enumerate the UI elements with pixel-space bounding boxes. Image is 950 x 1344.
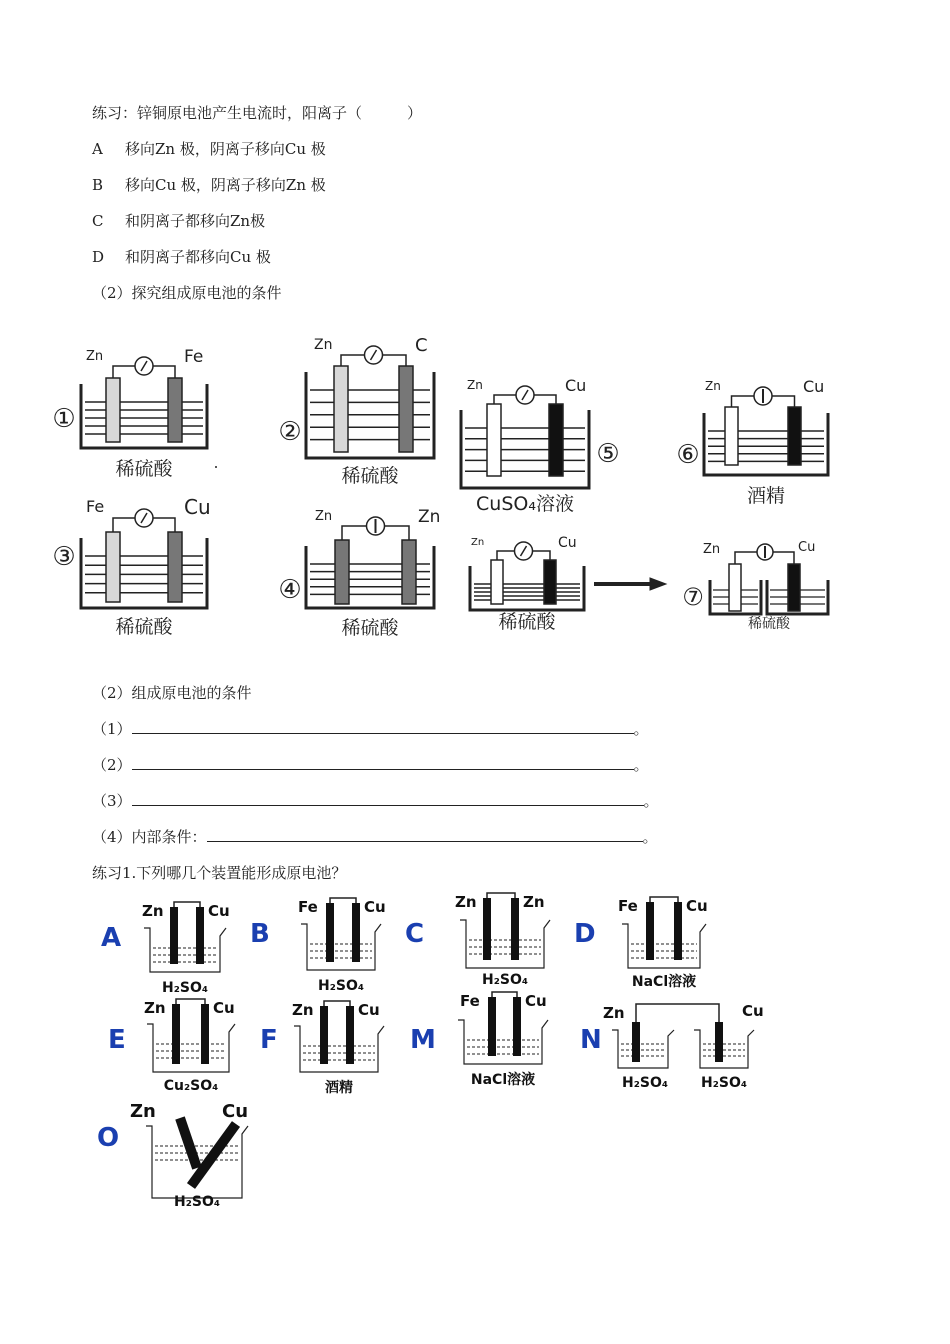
right-electrode (549, 404, 563, 476)
right-electrode (352, 903, 360, 962)
left-electrode-label: Zn (471, 537, 485, 548)
device-letter: N (580, 1025, 602, 1055)
left-electrode (725, 407, 738, 465)
wire (772, 396, 795, 407)
explore-heading: （2）探究组成原电池的条件 (92, 284, 282, 302)
cell-5 (461, 376, 620, 515)
wire (176, 999, 205, 1004)
wire (324, 1001, 350, 1006)
right-electrode-label: Cu (558, 535, 577, 551)
condition-end: 。 (643, 792, 659, 810)
galvanometer-icon (515, 542, 533, 560)
galvanometer-icon (367, 517, 385, 535)
cell-number: ⑦ (682, 583, 704, 611)
device-o (97, 1101, 248, 1210)
cell-3 (52, 495, 210, 638)
arrow-head-icon (650, 578, 666, 590)
left-electrode-label: Zn (703, 542, 721, 557)
cell-4 (278, 507, 440, 639)
device-letter: M (410, 1025, 436, 1055)
beaker (461, 410, 589, 488)
beaker (460, 920, 550, 968)
device-letter: A (101, 923, 122, 953)
option-a (92, 138, 326, 159)
left-electrode (326, 903, 334, 962)
left-electrode (335, 540, 349, 604)
left-electrode-label: Fe (298, 898, 318, 916)
left-electrode-label: Fe (460, 992, 480, 1010)
right-electrode (513, 997, 521, 1056)
device-letter: F (260, 1025, 278, 1055)
device-n (580, 1002, 764, 1091)
cell-number: ① (52, 404, 76, 434)
solution-label: H₂SO₄ (162, 980, 208, 996)
galvanometer-icon (365, 346, 383, 364)
conditions-heading: （2）组成原电池的条件 (92, 684, 252, 702)
left-electrode-label: Zn (292, 1001, 314, 1019)
right-electrode (715, 1022, 723, 1062)
wire (534, 395, 556, 404)
right-electrode (168, 532, 182, 602)
galvanometer-icon (135, 509, 153, 527)
condition-1 (92, 718, 649, 739)
right-electrode (402, 540, 416, 604)
beaker (306, 546, 434, 608)
wire (636, 1004, 719, 1022)
beaker (81, 384, 207, 448)
left-electrode-label-large: Zn (130, 1101, 156, 1122)
needle (371, 350, 377, 360)
right-electrode-label: Cu (686, 897, 708, 915)
beaker (694, 1030, 754, 1068)
solution-label: H₂SO₄ (174, 1194, 220, 1210)
cell-1 (52, 347, 207, 480)
cell-number: ⑥ (676, 440, 700, 470)
exercise1-question: 练习1.下列哪几个装置能形成原电池？ (92, 864, 347, 882)
right-electrode-label: Fe (184, 347, 204, 367)
beaker (458, 1020, 548, 1064)
left-electrode (106, 378, 120, 442)
option-c (92, 210, 265, 231)
right-electrode-label-large: Cu (222, 1101, 249, 1122)
left-electrode (172, 1004, 180, 1064)
galvanometer-icon (516, 386, 534, 404)
left-electrode-label: Fe (86, 497, 105, 516)
solution-label: H₂SO₄ (318, 978, 364, 994)
device-m (410, 992, 548, 1088)
right-electrode (168, 378, 182, 442)
option-letter: B (92, 176, 104, 194)
option-letter: D (92, 248, 105, 266)
right-electrode-label: Cu (364, 898, 386, 916)
wire (113, 518, 135, 532)
cell-number: ④ (278, 575, 302, 605)
right-electrode-label: Cu (184, 495, 211, 519)
solution-label: 稀硫酸 (498, 611, 556, 633)
beaker (704, 413, 828, 475)
right-electrode-label: Cu (742, 1002, 764, 1020)
option-text: 和阴离子都移向Cu 极 (125, 248, 271, 266)
condition-label: （1） (92, 720, 132, 738)
device-b (250, 898, 386, 994)
right-electrode (788, 564, 800, 611)
device-letter: B (250, 919, 270, 949)
wire (174, 902, 200, 907)
left-electrode (106, 532, 120, 602)
answer-blank[interactable] (132, 755, 634, 770)
condition-end: 。 (633, 756, 649, 774)
right-electrode (544, 560, 556, 604)
device-letter: D (574, 919, 596, 949)
solution-label: 酒精 (746, 485, 786, 507)
galvanometer-icon (757, 544, 773, 560)
option-letter: C (92, 212, 104, 230)
right-electrode-label: Cu (803, 377, 825, 396)
right-electrode-label: Cu (798, 540, 816, 555)
needle (141, 513, 147, 523)
beaker (146, 1126, 248, 1198)
beaker (612, 1030, 674, 1068)
beaker (144, 928, 226, 972)
condition-2 (92, 754, 649, 775)
device-letter: C (405, 919, 425, 949)
galvanometer-icon (754, 387, 772, 405)
needle (141, 361, 147, 371)
cell-6 (676, 377, 828, 507)
wire (153, 518, 175, 532)
left-electrode-label: Zn (144, 999, 166, 1017)
option-letter: A (92, 140, 103, 158)
solution-label: NaCl溶液 (631, 974, 697, 990)
device-d (574, 897, 708, 990)
wire (383, 355, 407, 366)
left-electrode-label: Zn (314, 337, 333, 353)
left-electrode (170, 907, 178, 964)
wire (153, 366, 175, 378)
left-electrode-label: Zn (467, 378, 483, 392)
left-electrode (488, 997, 496, 1056)
solution-label: Cu₂SO₄ (163, 1078, 219, 1094)
left-electrode-label: Fe (618, 897, 638, 915)
beaker (294, 1026, 384, 1072)
wire (330, 898, 356, 903)
cell-7 (470, 535, 584, 633)
condition-end: 。 (633, 720, 649, 738)
right-electrode (511, 898, 519, 960)
wire (533, 551, 551, 560)
left-electrode (729, 564, 741, 611)
answer-blank[interactable] (132, 719, 634, 734)
wire (385, 526, 410, 540)
right-electrode-label: C (415, 335, 428, 356)
left-electrode (320, 1006, 328, 1064)
beaker (710, 580, 761, 614)
cell-number: ③ (52, 542, 76, 572)
option-text: 和阴离子都移向Zn极 (125, 212, 266, 230)
condition-end: 。 (642, 828, 658, 846)
cell-8 (682, 540, 828, 632)
wire (492, 992, 517, 997)
beaker (301, 924, 381, 970)
needle (522, 390, 528, 400)
left-electrode-tilted (180, 1118, 197, 1168)
solution-label: 稀硫酸 (341, 465, 399, 487)
answer-blank[interactable] (207, 827, 643, 842)
right-electrode-label: Cu (213, 999, 235, 1017)
option-text: 移向Zn 极，阴离子移向Cu 极 (125, 140, 326, 158)
option-b (92, 174, 326, 195)
left-electrode-label: Zn (455, 893, 477, 911)
right-electrode-label: Cu (565, 376, 587, 395)
cell-2 (278, 335, 434, 487)
right-electrode (674, 902, 682, 960)
condition-3 (92, 790, 659, 811)
practice-question: 练习：锌铜原电池产生电流时，阳离子（ ） (92, 104, 423, 122)
solution-label: 稀硫酸 (115, 458, 173, 480)
right-electrode (399, 366, 413, 452)
solution-label-2: H₂SO₄ (701, 1075, 747, 1091)
device-f (260, 1001, 384, 1096)
left-electrode (632, 1022, 640, 1062)
solution-label: H₂SO₄ (482, 972, 528, 988)
right-electrode-label: Cu (358, 1001, 380, 1019)
cell-number: ⑤ (596, 439, 620, 469)
right-electrode-tilted (191, 1124, 236, 1186)
left-electrode-label: Zn (603, 1004, 625, 1022)
left-electrode (483, 898, 491, 960)
solution-label: 稀硫酸 (341, 617, 399, 639)
galvanometer-icon (135, 357, 153, 375)
option-d (92, 246, 271, 267)
solution-label: H₂SO₄ (622, 1075, 668, 1091)
left-electrode-label: Zn (142, 902, 164, 920)
right-electrode-label: Cu (208, 902, 230, 920)
left-electrode (646, 902, 654, 960)
condition-label: （4）内部条件： (92, 828, 207, 846)
solution-label: 稀硫酸 (115, 616, 173, 638)
left-electrode-label: Zn (315, 509, 333, 524)
right-electrode (201, 1004, 209, 1064)
device-a (101, 902, 230, 996)
right-electrode-label: Zn (523, 893, 545, 911)
solution-label: 酒精 (325, 1080, 353, 1096)
beaker (767, 580, 828, 614)
wire (732, 396, 755, 407)
wire (113, 366, 135, 378)
right-electrode (346, 1006, 354, 1064)
beaker (470, 566, 584, 610)
solution-label: 稀硫酸 (748, 616, 790, 632)
device-c (405, 893, 550, 988)
condition-label: （3） (92, 792, 132, 810)
wire (487, 893, 515, 898)
dot (215, 466, 217, 468)
wire (497, 551, 515, 560)
solution-label: NaCl溶液 (470, 1072, 536, 1088)
wire (735, 552, 757, 564)
right-electrode-label: Cu (525, 992, 547, 1010)
left-electrode-label: Zn (86, 349, 104, 364)
left-electrode (487, 404, 501, 476)
left-electrode (334, 366, 348, 452)
device-e (108, 999, 235, 1094)
option-text: 移向Cu 极，阴离子移向Zn 极 (125, 176, 326, 194)
beaker (147, 1024, 235, 1072)
device-letter: O (97, 1123, 120, 1153)
device-letter: E (108, 1025, 126, 1055)
wire (773, 552, 794, 564)
condition-4 (92, 826, 658, 847)
left-electrode (491, 560, 503, 604)
cell-number: ② (278, 417, 302, 447)
left-electrode-label: Zn (705, 379, 721, 393)
beaker (81, 538, 207, 608)
right-electrode (788, 407, 801, 465)
wire (341, 355, 365, 366)
needle (521, 546, 527, 556)
wire (650, 897, 678, 902)
right-electrode-label: Zn (418, 507, 441, 527)
right-electrode (196, 907, 204, 964)
beaker (622, 924, 706, 968)
solution-label: CuSO₄溶液 (476, 493, 574, 515)
beaker (306, 372, 434, 458)
answer-blank[interactable] (132, 791, 644, 806)
wire (342, 526, 367, 540)
condition-label: （2） (92, 756, 132, 774)
wire (494, 395, 516, 404)
